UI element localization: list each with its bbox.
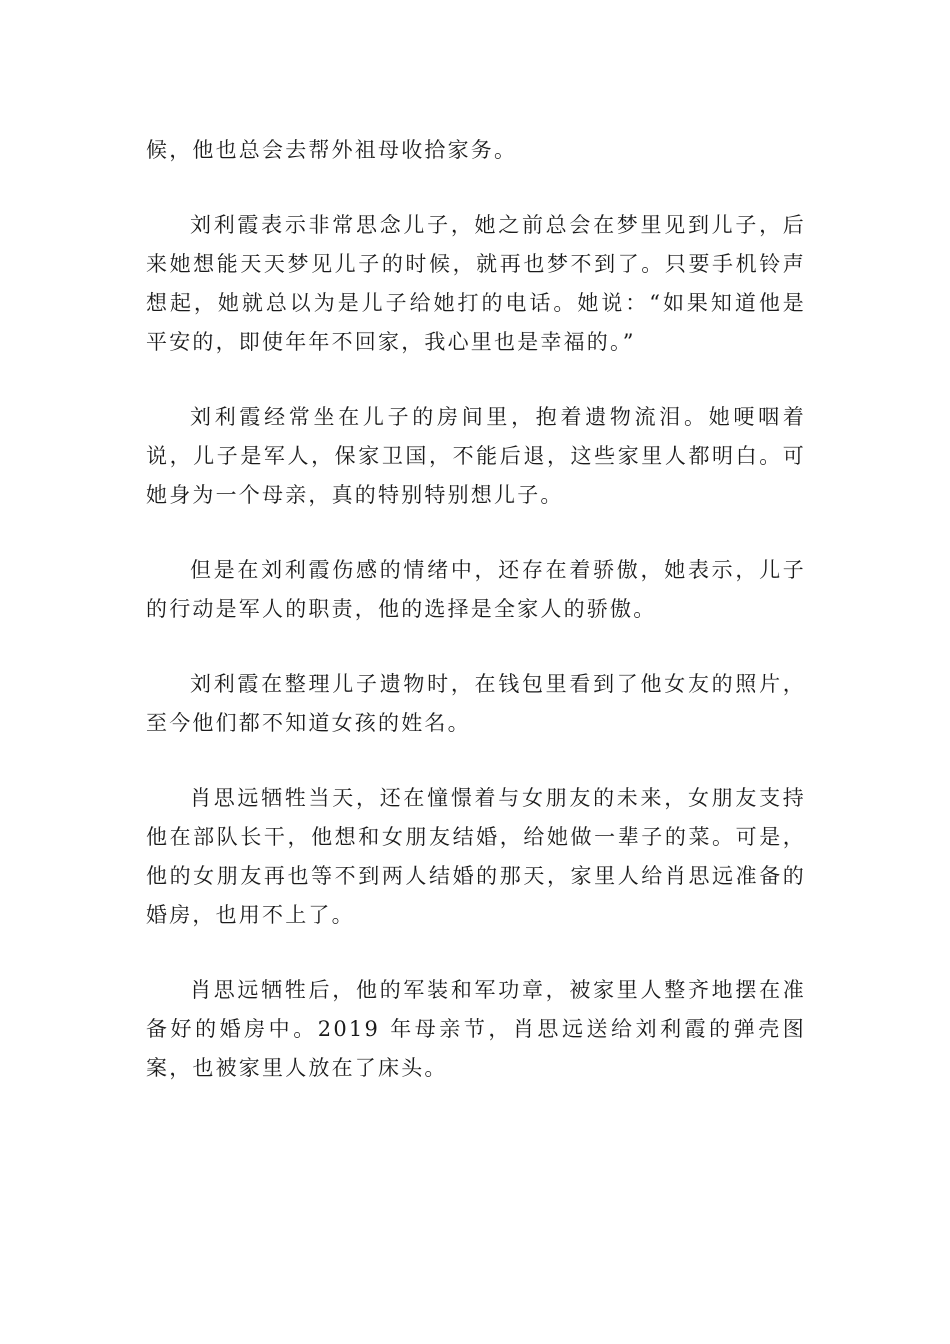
paragraph-4: 但是在刘利霞伤感的情绪中，还存在着骄傲，她表示，儿子的行动是军人的职责，他的选择是全家人的骄傲。 (146, 558, 806, 621)
paragraph-5: 刘利霞在整理儿子遗物时，在钱包里看到了他女友的照片，至今他们都不知道女孩的姓名。 (146, 672, 806, 735)
paragraph-6: 肖思远牺牲当天，还在憧憬着与女朋友的未来，女朋友支持他在部队长干，他想和女朋友结婚，给她做一辈子的菜。可是，他的女朋友再也等不到两人结婚的那天，家里人给肖思远准备的婚房，也用不上了。 (146, 786, 806, 927)
paragraph-3: 刘利霞经常坐在儿子的房间里，抱着遗物流泪。她哽咽着说，儿子是军人，保家卫国，不能后退，这些家里人都明白。可她身为一个母亲，真的特别特别想儿子。 (146, 405, 806, 507)
paragraph-1: 候，他也总会去帮外祖母收拾家务。 (146, 138, 518, 162)
paragraph-2: 刘利霞表示非常思念儿子，她之前总会在梦里见到儿子，后来她想能天天梦见儿子的时候，就再也梦不到了。只要手机铃声想起，她就总以为是儿子给她打的电话。她说：“如果知道他是平安的，即使年年不回家，我心里也是幸福的。” (146, 213, 806, 354)
document-body (146, 131, 806, 1124)
paragraph-7: 肖思远牺牲后，他的军装和军功章，被家里人整齐地摆在准备好的婚房中。2019 年母亲节，肖思远送给刘利霞的弹壳图案，也被家里人放在了床头。 (146, 978, 806, 1080)
